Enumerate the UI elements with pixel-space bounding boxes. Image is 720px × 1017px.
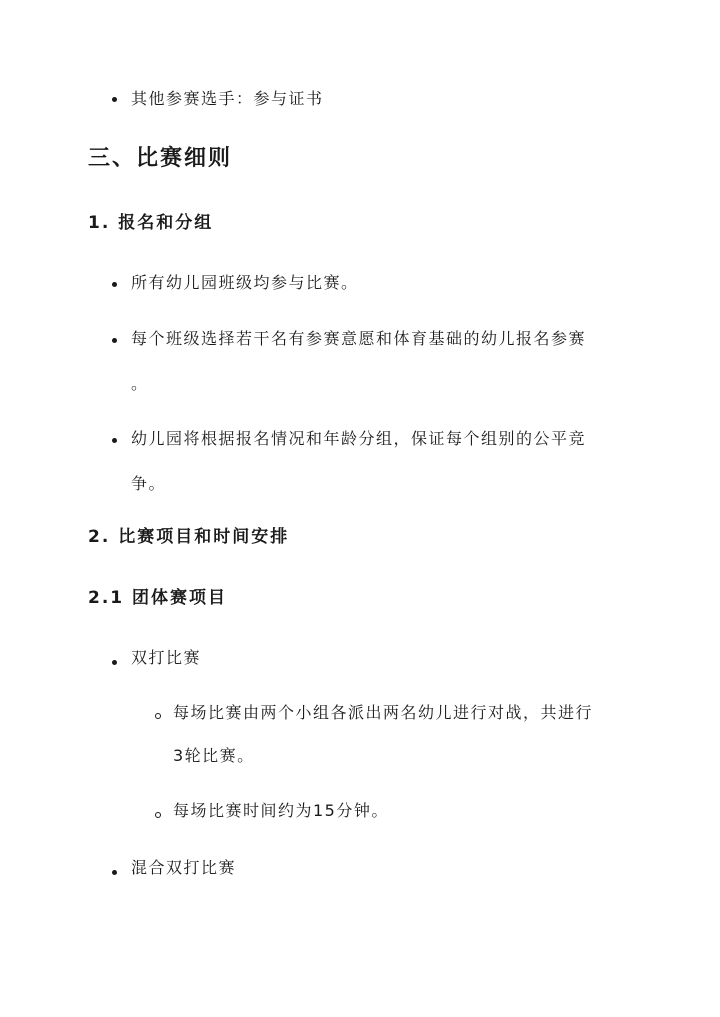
list-item-mixed-doubles: 混合双打比赛 xyxy=(131,858,237,877)
bullet-dot xyxy=(112,660,117,665)
subheading-registration: 1. 报名和分组 xyxy=(88,213,214,233)
list-item-each-class-line2: 。 xyxy=(131,374,149,393)
list-item-grouping-line2: 争。 xyxy=(131,474,167,493)
sub-bullet-circle xyxy=(155,812,161,818)
list-item-other-players: 其他参赛选手：参与证书 xyxy=(131,89,324,108)
bullet-dot xyxy=(112,282,117,287)
list-item-all-classes: 所有幼儿园班级均参与比赛。 xyxy=(131,273,359,292)
sub-item-doubles-duration: 每场比赛时间约为15分钟。 xyxy=(173,801,389,820)
list-item-each-class-line1: 每个班级选择若干名有参赛意愿和体育基础的幼儿报名参赛 xyxy=(131,329,587,348)
list-item-grouping-line1: 幼儿园将根据报名情况和年龄分组，保证每个组别的公平竞 xyxy=(131,429,587,448)
sub-item-doubles-format-line1: 每场比赛由两个小组各派出两名幼儿进行对战，共进行 xyxy=(173,703,594,722)
section-heading-rules: 三、比赛细则 xyxy=(88,146,233,171)
bullet-dot xyxy=(112,338,117,343)
sub-bullet-circle xyxy=(155,713,161,719)
sub-item-doubles-format-line2: 3轮比赛。 xyxy=(173,746,255,765)
bullet-dot xyxy=(112,870,117,875)
subheading-team-events: 2.1 团体赛项目 xyxy=(88,588,228,608)
list-item-doubles: 双打比赛 xyxy=(131,648,202,667)
bullet-dot xyxy=(112,438,117,443)
subheading-schedule: 2. 比赛项目和时间安排 xyxy=(88,527,290,547)
bullet-dot xyxy=(112,97,117,102)
